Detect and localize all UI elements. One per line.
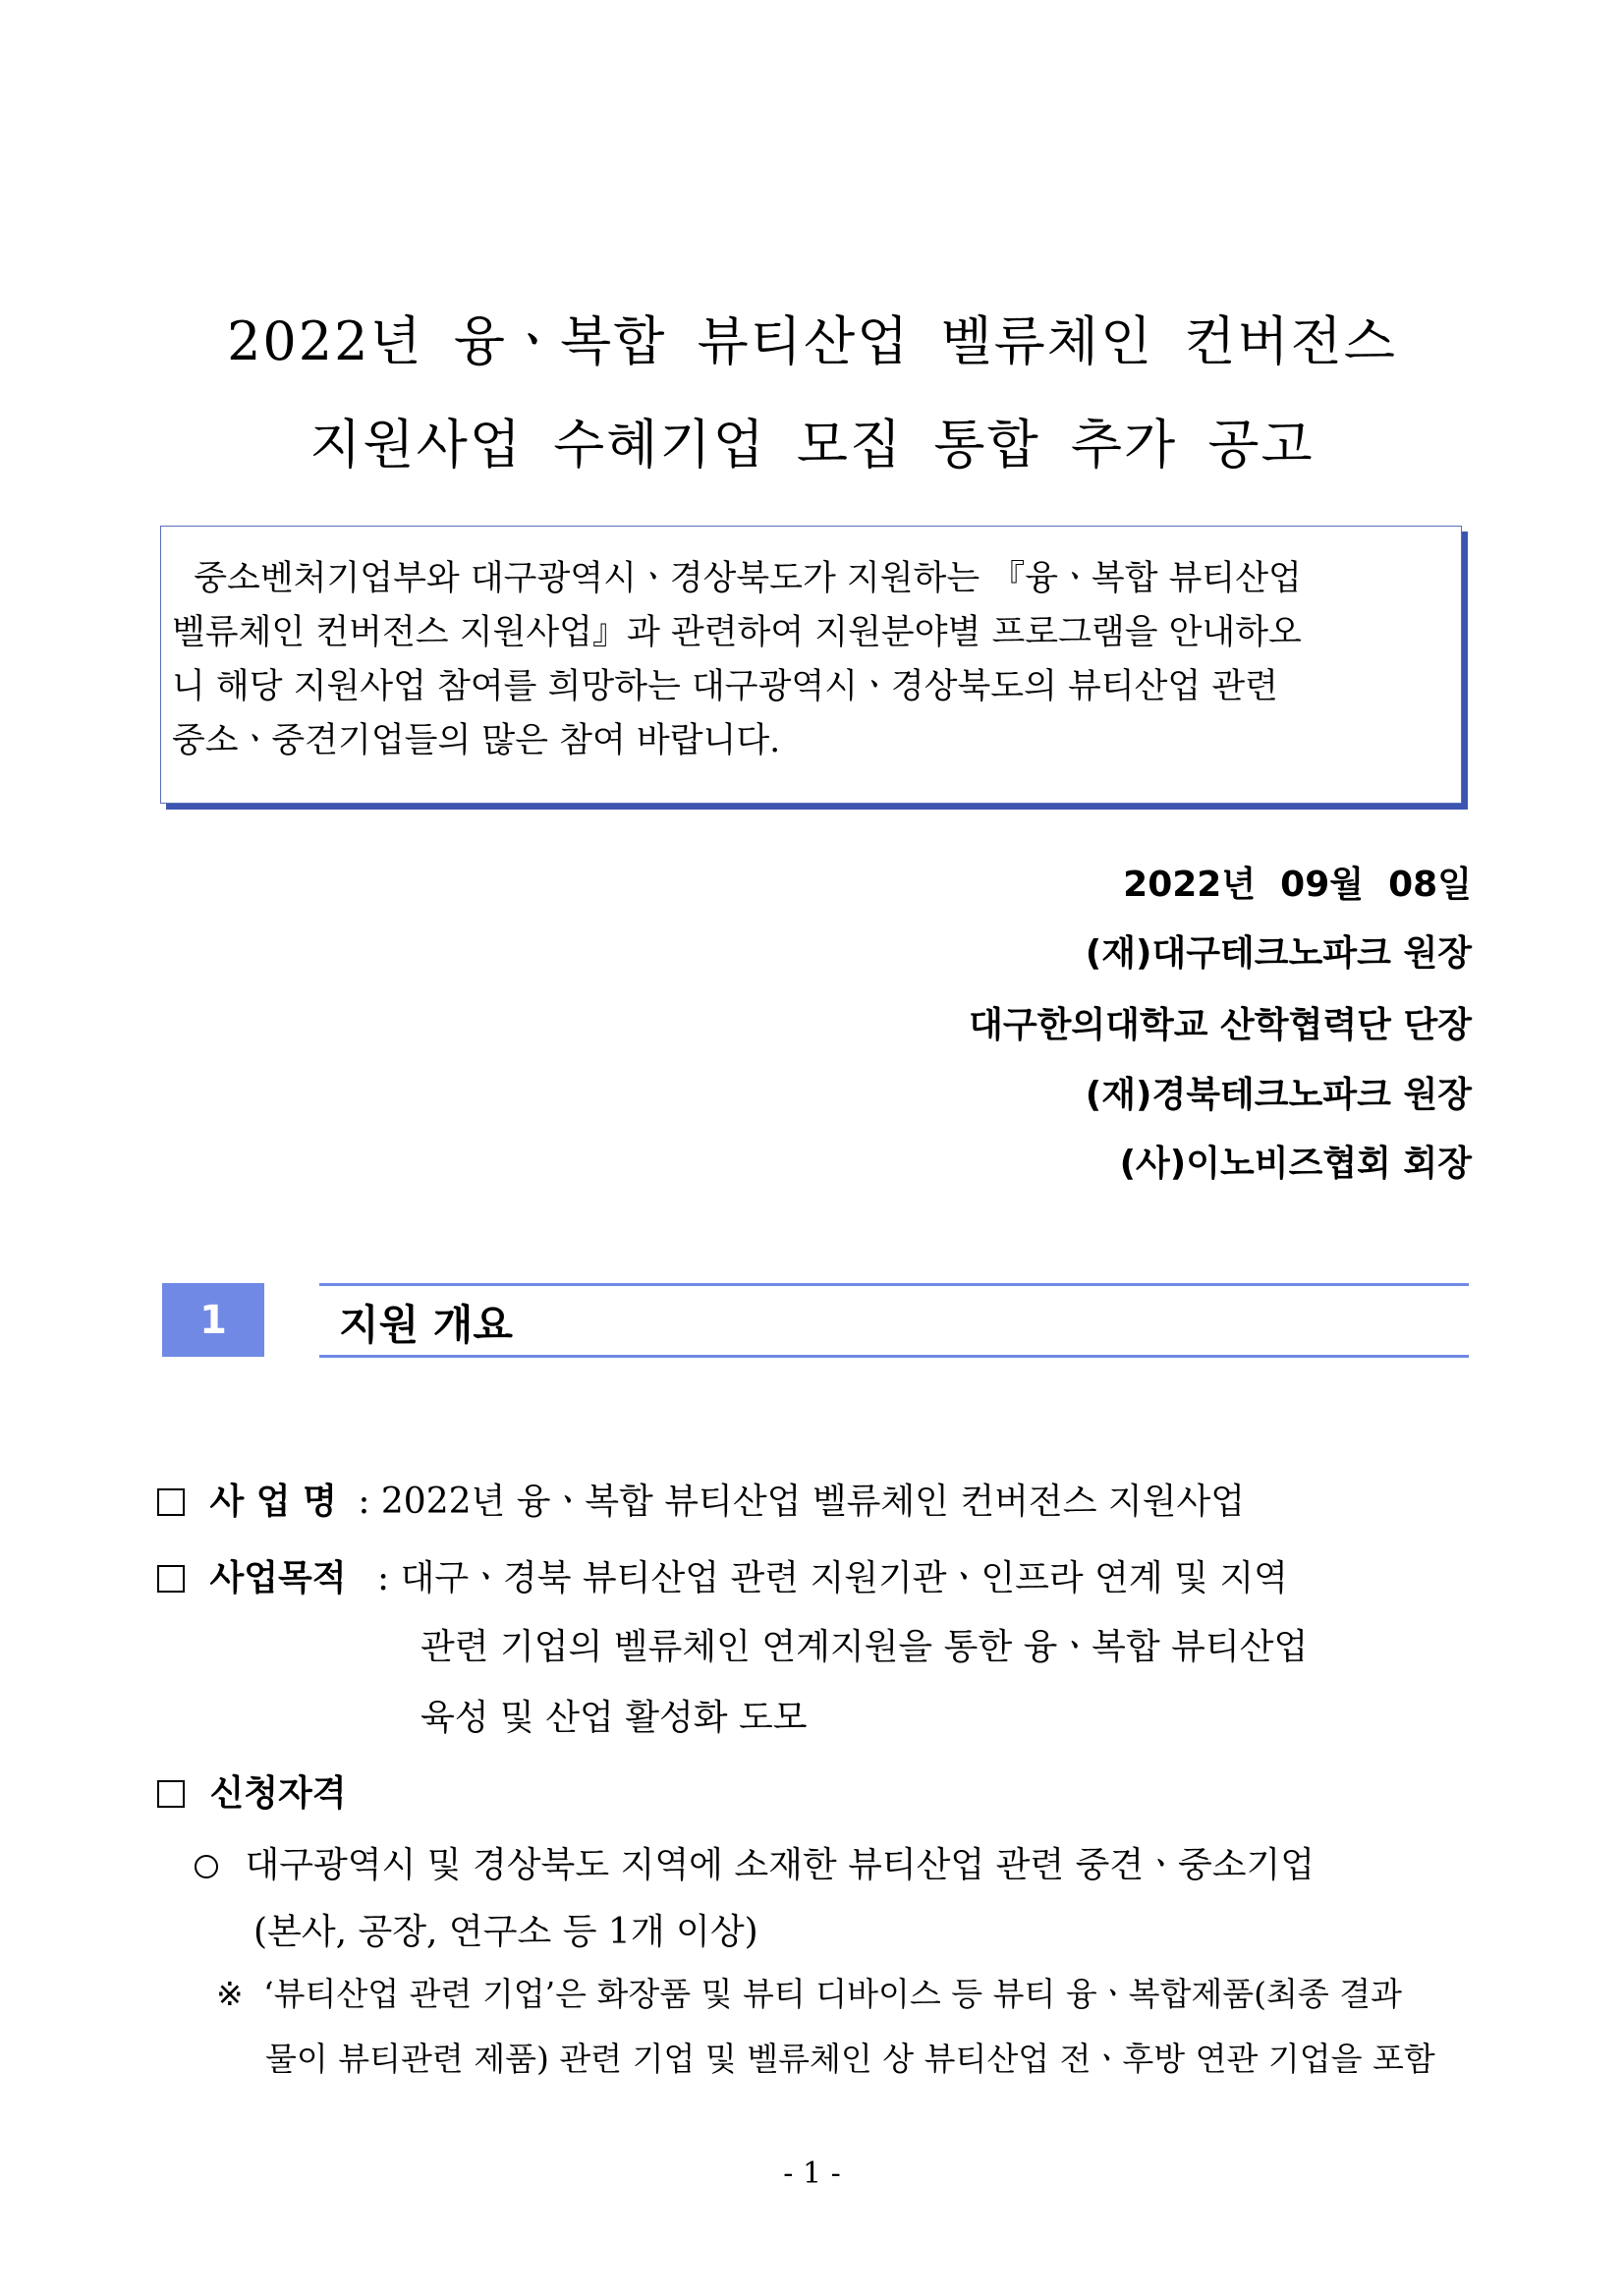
signatory-gyeongbuk-technopark: (재)경북테크노파크 원장 [1085,1075,1472,1115]
reference-mark-icon: ※ [216,1975,244,2013]
section-number-badge: 1 [162,1283,264,1357]
circle-bullet-icon [195,1855,218,1878]
eligibility-text: 대구광역시 및 경상북도 지역에 소재한 뷰티산업 관련 중견ㆍ중소기업 [245,1845,1316,1885]
section-title: 지원 개요 [339,1301,513,1349]
eligibility-item [195,1837,1315,1887]
document-title-line1: 2022년 융ㆍ복합 뷰티산업 벨류체인 컨버전스 [227,310,1397,372]
intro-line: 중소벤처기업부와 대구광역시ㆍ경상북도가 지원하는 『융ㆍ복합 뷰티산업 [172,559,1302,598]
eligibility-text-line2: (본사, 공장, 연구소 등 1개 이상) [253,1912,758,1952]
intro-line: 중소ㆍ중견기업들의 많은 참여 바랍니다. [172,721,781,760]
eligibility-note [216,1969,1402,2015]
business-purpose-value: : 대구ㆍ경북 뷰티산업 관련 지원기관ㆍ인프라 연계 및 지역 [377,1558,1288,1598]
document-title-line2: 지원사업 수혜기업 모집 통합 추가 공고 [309,414,1315,476]
page-number: - 1 - [783,2156,841,2191]
eligibility-label: 신청자격 [209,1773,347,1814]
intro-text [172,552,1449,768]
business-purpose-row [157,1550,1288,1600]
business-name-label: 사 업 명 [209,1482,337,1522]
checkbox-square-icon [157,1488,185,1516]
eligibility-note-line2: 물이 뷰티관련 제품) 관련 기업 및 벨류체인 상 뷰티산업 전ㆍ후방 연관 기업을 포함 [265,2040,1435,2078]
business-purpose-line2: 관련 기업의 벨류체인 연계지원을 통한 융ㆍ복합 뷰티산업 [420,1627,1309,1667]
business-purpose-label: 사업목적 [209,1558,347,1598]
signatory-innobiz-association: (사)이노비즈협회 회장 [1119,1144,1472,1184]
intro-line: 니 해당 지원사업 참여를 희망하는 대구광역시ㆍ경상북도의 뷰티산업 관련 [172,667,1278,706]
signatory-daegu-technopark: (재)대구테크노파크 원장 [1085,933,1472,974]
announcement-date: 2022년 09월 08일 [1123,865,1472,905]
checkbox-square-icon [157,1565,185,1593]
checkbox-square-icon [157,1780,185,1808]
section-divider-bottom [319,1355,1469,1358]
business-purpose-line3: 육성 및 산업 활성화 도모 [420,1698,808,1738]
eligibility-note-text: ‘뷰티산업 관련 기업’은 화장품 및 뷰티 디바이스 등 뷰티 융ㆍ복합제품(최종 결과 [263,1975,1403,2013]
section-divider-top [319,1283,1469,1286]
intro-line: 벨류체인 컨버전스 지원사업』과 관련하여 지원분야별 프로그램을 안내하오 [172,613,1302,652]
business-name-value: : 2022년 융ㆍ복합 뷰티산업 벨류체인 컨버전스 지원사업 [358,1482,1246,1522]
signatory-daegu-haany-university: 대구한의대학교 산학협력단 단장 [969,1005,1472,1045]
business-name-row [157,1474,1245,1524]
eligibility-row [157,1765,347,1816]
